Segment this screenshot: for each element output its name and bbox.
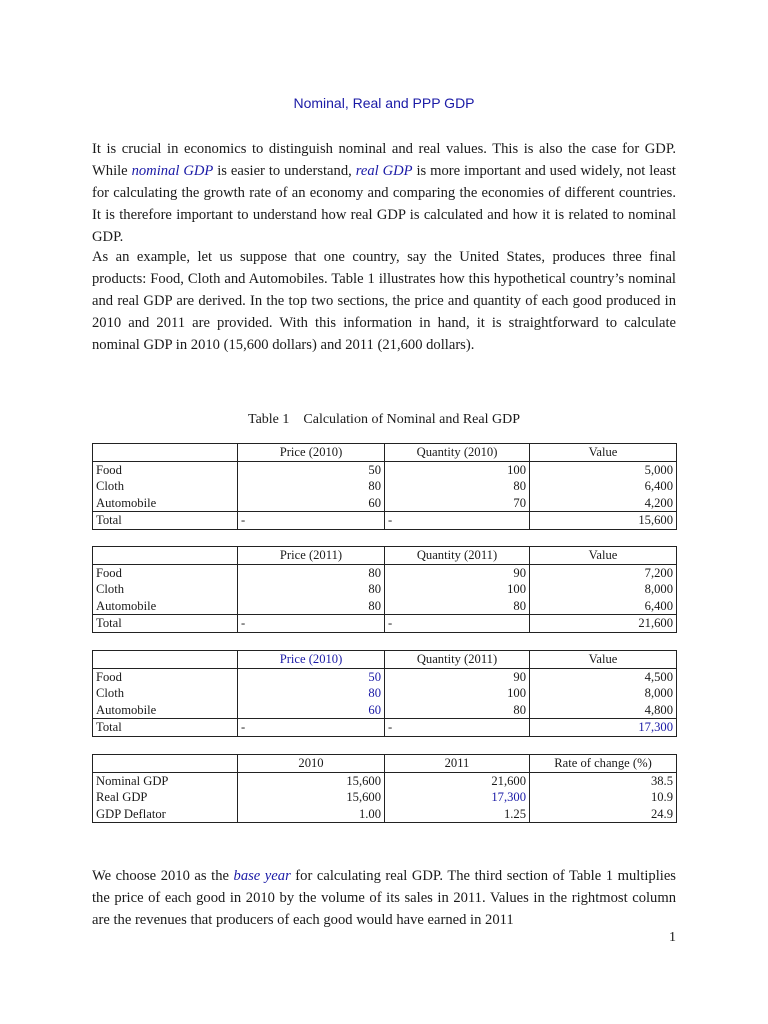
table-cell: 10.9 [530, 789, 677, 806]
table-cell: 4,500 [530, 668, 677, 685]
table-cell: 15,600 [530, 512, 677, 530]
row-label: Cloth [93, 685, 238, 702]
text-run: We choose 2010 as the [92, 868, 234, 884]
table-cell: 80 [238, 598, 385, 615]
row-label: Automobile [93, 702, 238, 719]
row-label: Cloth [93, 581, 238, 598]
text-run: It is crucial in economics to distinguish nominal and real values. This is also the case for GDP. While [92, 141, 676, 179]
table-cell: 90 [385, 668, 530, 685]
table-cell: 80 [238, 581, 385, 598]
table-cell: - [238, 615, 385, 633]
table-row [93, 598, 677, 615]
term-nominal-gdp: nominal GDP [131, 163, 214, 179]
table-row [93, 806, 677, 823]
table-cell: 6,400 [530, 598, 677, 615]
header-cell: Value [530, 547, 677, 565]
table-cell: 70 [385, 495, 530, 512]
page-number: 1 [669, 930, 676, 945]
table-cell: 38.5 [530, 772, 677, 789]
row-label: Food [93, 461, 238, 478]
table-cell: 8,000 [530, 685, 677, 702]
table-number: Table 1 [248, 412, 290, 427]
table-row [93, 702, 677, 719]
table-header-row [93, 547, 677, 565]
table-cell: 4,200 [530, 495, 677, 512]
table-cell: - [385, 512, 530, 530]
table-cell: 1.00 [238, 806, 385, 823]
header-cell: Quantity (2010) [385, 444, 530, 462]
table-cell: 5,000 [530, 461, 677, 478]
table-cell: 15,600 [238, 772, 385, 789]
row-label: Food [93, 668, 238, 685]
table-total-row [93, 512, 677, 530]
table-row [93, 772, 677, 789]
table-cell: - [385, 615, 530, 633]
header-cell [93, 444, 238, 462]
row-label: Automobile [93, 495, 238, 512]
table-cell: 4,800 [530, 702, 677, 719]
table-section-2011 [92, 546, 677, 633]
text-run: is easier to understand, [213, 163, 356, 179]
table-header-row [93, 651, 677, 669]
table-caption-text: Calculation of Nominal and Real GDP [303, 412, 520, 427]
row-label: Total [93, 615, 238, 633]
header-cell: Quantity (2011) [385, 547, 530, 565]
table-cell: 21,600 [385, 772, 530, 789]
table-cell: 80 [385, 598, 530, 615]
header-cell: 2010 [238, 755, 385, 773]
table-cell: 7,200 [530, 564, 677, 581]
text-run: for calculating real GDP. The third section of Table 1 multiplies the price of each good in 2010 by the volume of its sales in 2011. Values in the rightmost column are the revenues that producers of each good would have earned in 2011 [92, 868, 676, 928]
row-label: GDP Deflator [93, 806, 238, 823]
table-section-2010 [92, 443, 677, 530]
header-cell [93, 755, 238, 773]
table-cell: 8,000 [530, 581, 677, 598]
table-cell: 15,600 [238, 789, 385, 806]
table-cell: 24.9 [530, 806, 677, 823]
table-cell: 21,600 [530, 615, 677, 633]
table-cell: 17,300 [385, 789, 530, 806]
table-cell: 80 [238, 564, 385, 581]
table-cell: 17,300 [530, 719, 677, 737]
row-label: Real GDP [93, 789, 238, 806]
table-total-row [93, 615, 677, 633]
text-run: is more important and used widely, not least for calculating the growth rate of an economy and comparing the economies of different countries. It is therefore important to understand how real GDP is calculated and how it is related to nominal GDP. [92, 163, 676, 245]
row-label: Nominal GDP [93, 772, 238, 789]
term-real-gdp: real GDP [355, 163, 413, 179]
table-row [93, 685, 677, 702]
page-title: Nominal, Real and PPP GDP [293, 95, 475, 111]
row-label: Automobile [93, 598, 238, 615]
table-cell: 80 [385, 478, 530, 495]
header-cell: Value [530, 651, 677, 669]
header-cell: Price (2010) [238, 651, 385, 669]
row-label: Food [93, 564, 238, 581]
table-cell: 50 [238, 461, 385, 478]
table-cell: 100 [385, 685, 530, 702]
table-row [93, 564, 677, 581]
table-header-row [93, 755, 677, 773]
table-total-row [93, 719, 677, 737]
table-section-summary [92, 754, 677, 823]
header-cell [93, 651, 238, 669]
header-cell: Rate of change (%) [530, 755, 677, 773]
table-cell: 1.25 [385, 806, 530, 823]
table-cell: 80 [238, 685, 385, 702]
row-label: Total [93, 512, 238, 530]
table-cell: 90 [385, 564, 530, 581]
table-cell: 60 [238, 702, 385, 719]
intro-paragraph [92, 138, 676, 248]
base-year-paragraph [92, 865, 676, 931]
term-base-year: base year [233, 868, 291, 884]
table-row [93, 668, 677, 685]
table-row [93, 495, 677, 512]
table-cell: 50 [238, 668, 385, 685]
header-cell: Price (2010) [238, 444, 385, 462]
header-cell: 2011 [385, 755, 530, 773]
table-cell: - [238, 719, 385, 737]
table-cell: - [238, 512, 385, 530]
header-cell: Value [530, 444, 677, 462]
table-cell: - [385, 719, 530, 737]
table-cell: 80 [238, 478, 385, 495]
table-row [93, 789, 677, 806]
table-cell: 80 [385, 702, 530, 719]
table-row [93, 581, 677, 598]
table-section-real [92, 650, 677, 737]
table-row [93, 461, 677, 478]
row-label: Cloth [93, 478, 238, 495]
header-cell [93, 547, 238, 565]
table-caption [0, 412, 768, 428]
header-cell: Quantity (2011) [385, 651, 530, 669]
table-header-row [93, 444, 677, 462]
header-cell: Price (2011) [238, 547, 385, 565]
table-row [93, 478, 677, 495]
row-label: Total [93, 719, 238, 737]
table-cell: 60 [238, 495, 385, 512]
table-cell: 6,400 [530, 478, 677, 495]
table-cell: 100 [385, 581, 530, 598]
table-cell: 100 [385, 461, 530, 478]
example-paragraph: As an example, let us suppose that one country, say the United States, produces three final products: Food, Cloth and Automobiles. Table 1 illustrates how this hypothetical country’s nominal and real GDP are derived. In the top two sections, the price and quantity of each good produced in 2010 and 2011 are provided. With this information in hand, it is straightforward to calculate nominal GDP in 2010 (15,600 dollars) and 2011 (21,600 dollars). [92, 249, 676, 353]
